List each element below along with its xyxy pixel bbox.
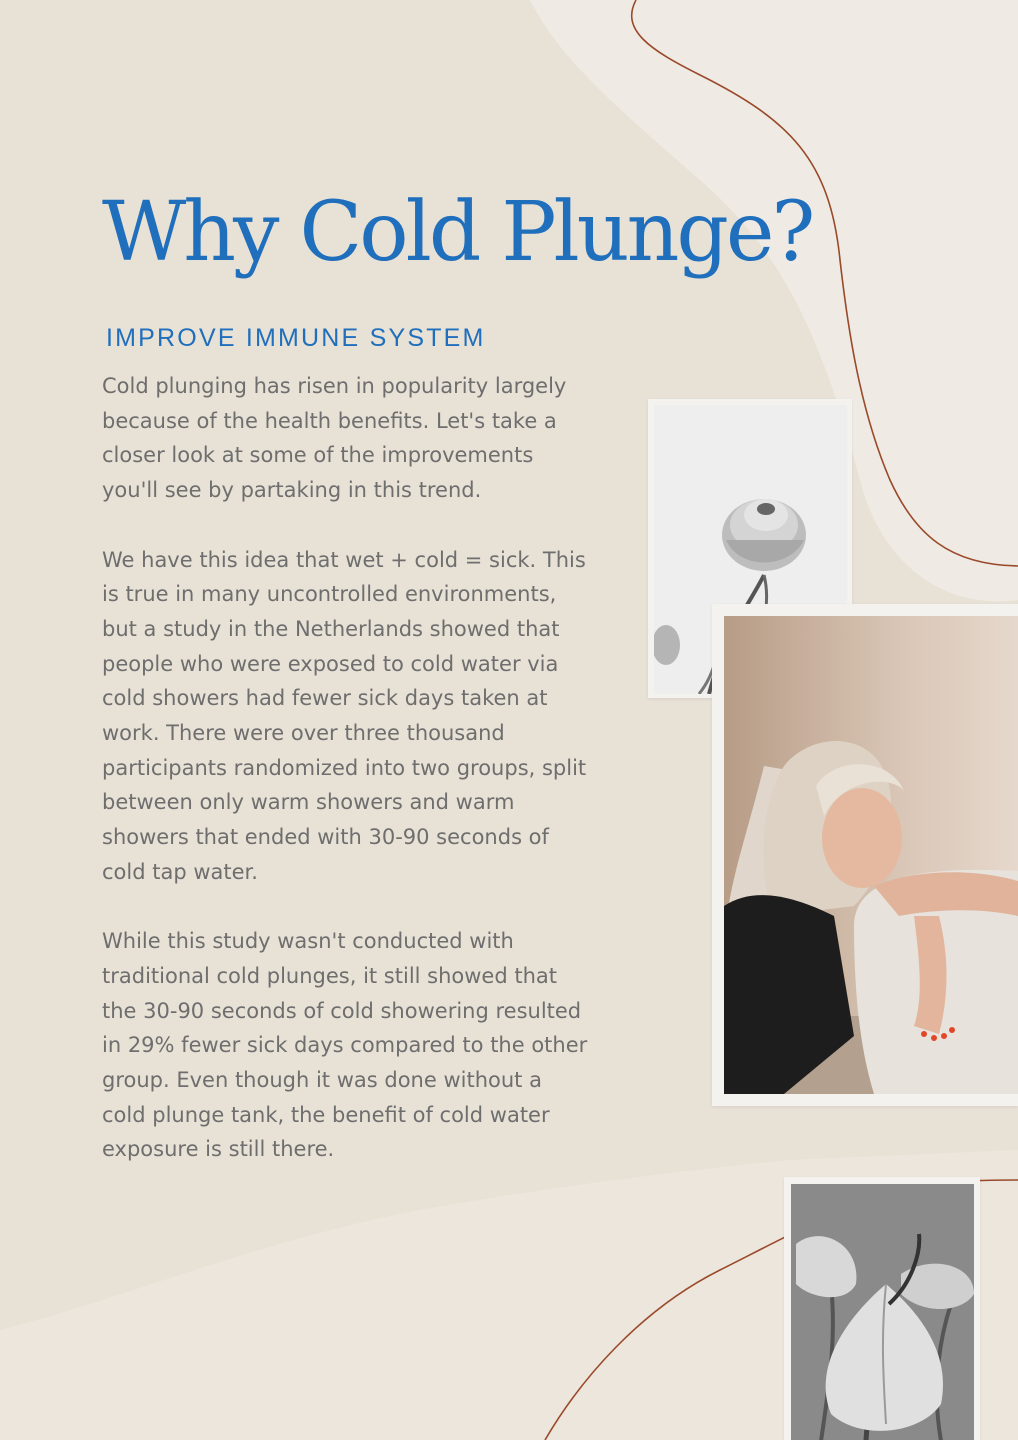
woman-leaning-on-tub-image: [724, 616, 1018, 1094]
paragraph-study: We have this idea that wet + cold = sick. This is true in many uncontrolled environments, but a study in the Netherlands showed that people who were exposed to cold water via cold showers had fewer sick days taken at work. There were over three thousand participants randomized into two groups, split between only warm showers and warm showers that ended with 30-90 seconds of cold tap water.: [102, 547, 587, 884]
woman-tub-photo: [712, 604, 1018, 1106]
paragraph-intro: Cold plunging has risen in popularity largely because of the health benefits. Let's take a closer look at some of the improvements you'll see by partaking in this trend.: [102, 374, 567, 503]
page-title: Why Cold Plunge?: [102, 185, 813, 280]
section-subtitle: IMPROVE IMMUNE SYSTEM: [106, 324, 486, 352]
anthurium-flowers-image: [791, 1184, 974, 1440]
article-body: [102, 369, 592, 1202]
paragraph-results: While this study wasn't conducted with traditional cold plunges, it still showed that the 30-90 seconds of cold showering resulted in 29% fewer sick days compared to the other group. Even though it was done without a cold plunge tank, the benefit of cold water exposure is still there.: [102, 929, 588, 1162]
anthurium-photo: [784, 1177, 980, 1440]
